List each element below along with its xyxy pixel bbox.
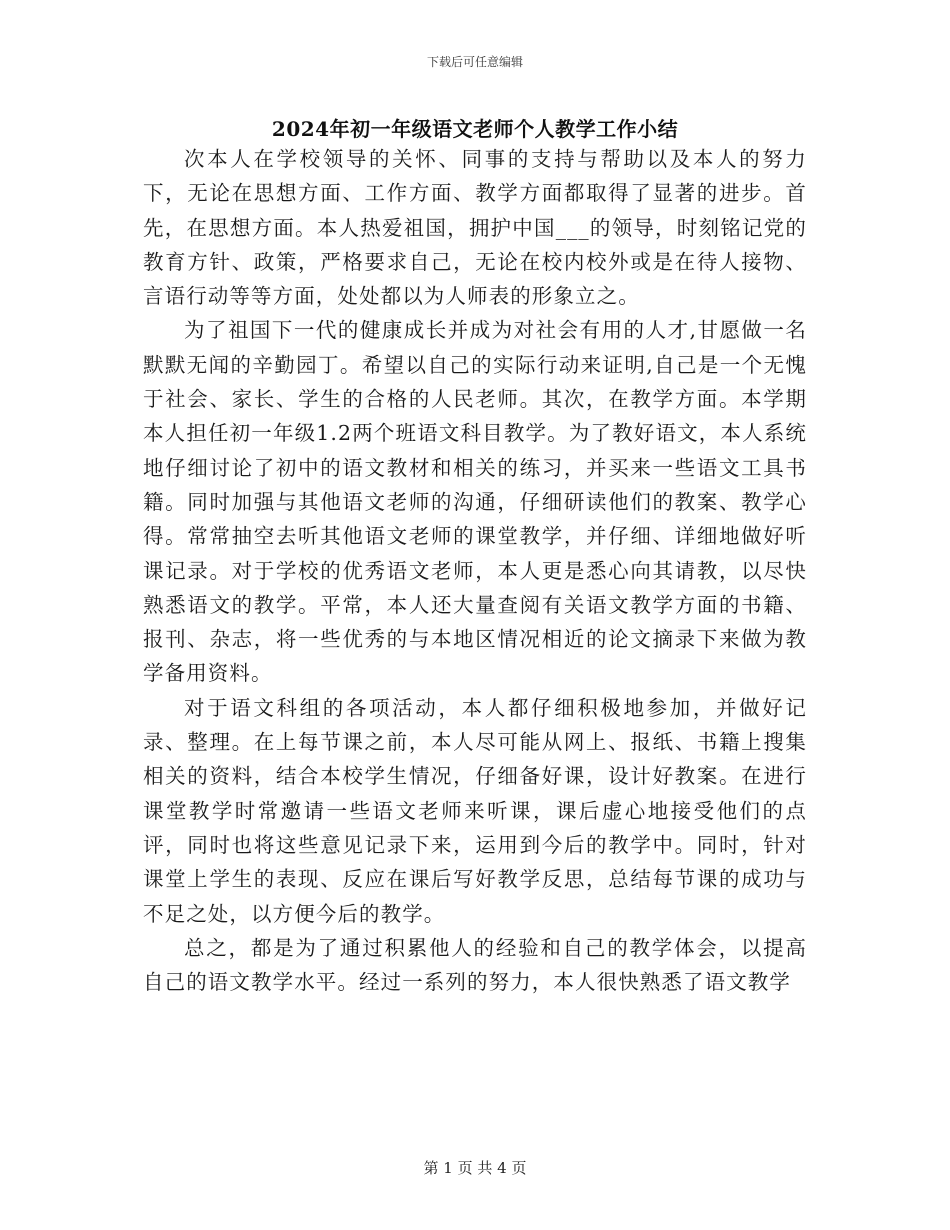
header-note: 下载后可任意编辑	[426, 55, 523, 69]
paragraph: 对于语文科组的各项活动，本人都仔细积极地参加，并做好记录、整理。在上每节课之前，本人尽可能从网上、报纸、书籍上搜集相关的资料，结合本校学生情况，仔细备好课，设计好教案。在进行课堂教学时常邀请一些语文老师来听课，课后虚心地接受他们的点评，同时也将这些意见记录下来，运用到今后的教学中。同时，针对课堂上学生的表现、反应在课后写好教学反思，总结每节课的成功与不足之处，以方便今后的教学。	[143, 695, 807, 926]
document-body	[143, 142, 807, 999]
paragraph: 次本人在学校领导的关怀、同事的支持与帮助以及本人的努力下，无论在思想方面、工作方面、教学方面都取得了显著的进步。首先，在思想方面。本人热爱祖国，拥护中国___的领导，时刻铭记党的教育方针、政策，严格要求自己，无论在校内校外或是在待人接物、言语行动等等方面，处处都以为人师表的形象立之。	[143, 147, 807, 309]
paragraph: 为了祖国下一代的健康成长并成为对社会有用的人才,甘愿做一名默默无闻的辛勤园丁。希望以自己的实际行动来证明,自己是一个无愧于社会、家长、学生的合格的人民老师。其次，在教学方面。本学期本人担任初一年级1.2两个班语文科目教学。为了教好语文，本人系统地仔细讨论了初中的语文教材和相关的练习，并买来一些语文工具书籍。同时加强与其他语文老师的沟通，仔细研读他们的教案、教学心得。常常抽空去听其他语文老师的课堂教学，并仔细、详细地做好听课记录。对于学校的优秀语文老师，本人更是悉心向其请教，以尽快熟悉语文的教学。平常，本人还大量查阅有关语文教学方面的书籍、报刊、杂志，将一些优秀的与本地区情况相近的论文摘录下来做为教学备用资料。	[143, 318, 807, 686]
document-title: 2024年初一年级语文老师个人教学工作小结	[271, 117, 679, 141]
page-indicator: 第 1 页 共 4 页	[423, 1159, 527, 1177]
paragraph: 总之，都是为了通过积累他人的经验和自己的教学体会，以提高自己的语文教学水平。经过一系列的努力，本人很快熟悉了语文教学	[143, 935, 807, 995]
